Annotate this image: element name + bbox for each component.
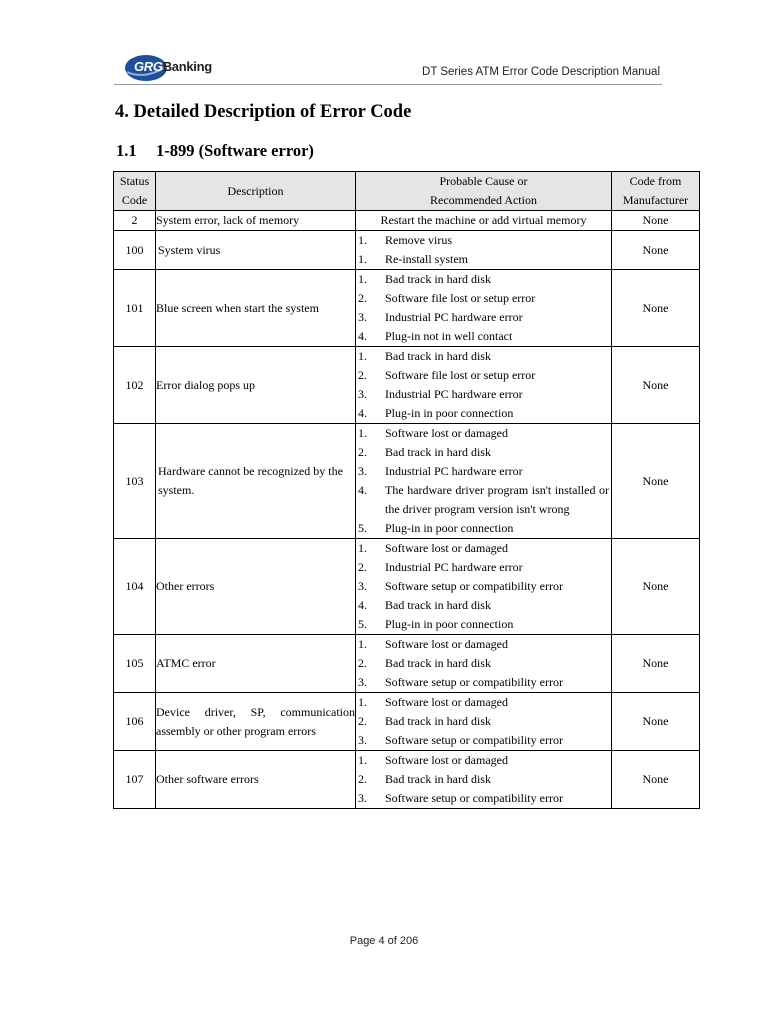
subsection-heading — [116, 141, 314, 161]
page-number: Page 4 of 206 — [349, 935, 419, 947]
action-item: 3. Industrial PC hardware error — [358, 387, 523, 401]
action-item: 1. Re-install system — [358, 252, 468, 266]
header-manufacturer-code — [612, 172, 700, 211]
action-item: 3. Industrial PC hardware error — [358, 464, 523, 478]
subsection-number: 1.1 — [116, 141, 137, 160]
action-item: 2. Bad track in hard disk — [358, 772, 491, 786]
action-list-cell — [356, 270, 612, 347]
status-code-cell: 2 — [114, 211, 156, 231]
action-item: 1. Software lost or damaged — [358, 753, 508, 767]
description-cell: Other errors — [156, 539, 356, 635]
action-list-cell — [356, 231, 612, 270]
action-item: 1. Software lost or damaged — [358, 541, 508, 555]
manufacturer-code-cell: None — [612, 270, 700, 347]
action-item: 1. Software lost or damaged — [358, 637, 508, 651]
table-row — [114, 539, 700, 635]
grg-banking-logo — [122, 53, 214, 83]
description-cell: Blue screen when start the system — [156, 270, 356, 347]
table-row — [114, 347, 700, 424]
action-item: 2. Bad track in hard disk — [358, 656, 491, 670]
table-row — [114, 424, 700, 539]
status-code-cell: 102 — [114, 347, 156, 424]
section-heading: 4. Detailed Description of Error Code — [115, 102, 412, 122]
status-code-cell: 106 — [114, 693, 156, 751]
error-code-table — [113, 171, 700, 809]
action-item: 1. Software lost or damaged — [358, 695, 508, 709]
status-code-cell: 100 — [114, 231, 156, 270]
action-item: 3. Software setup or compatibility error — [358, 579, 563, 593]
logo-banking-text: Banking — [162, 59, 212, 74]
header-divider — [114, 84, 662, 85]
table-row — [114, 270, 700, 347]
table-row — [114, 211, 700, 231]
manufacturer-code-cell: None — [612, 693, 700, 751]
description-cell: ATMC error — [156, 635, 356, 693]
subsection-title: 1-899 (Software error) — [156, 141, 314, 160]
document-title: DT Series ATM Error Code Description Manual — [422, 66, 660, 78]
status-code-cell: 104 — [114, 539, 156, 635]
table-header-row — [114, 172, 700, 211]
description-cell: System error, lack of memory — [156, 211, 356, 231]
action-list-cell — [356, 693, 612, 751]
description-cell: Error dialog pops up — [156, 347, 356, 424]
action-item: 5. Plug-in in poor connection — [358, 617, 514, 631]
header-probable-cause — [356, 172, 612, 211]
description-cell: Device driver, SP, communication assembly or other program errors — [156, 693, 356, 751]
action-item: 5. Plug-in in poor connection — [358, 521, 514, 535]
action-item: 3. Software setup or compatibility error — [358, 791, 563, 805]
manufacturer-code-cell: None — [612, 635, 700, 693]
action-item: 1. Software lost or damaged — [358, 426, 508, 440]
header-description: Description — [156, 172, 356, 211]
manufacturer-code-cell: None — [612, 424, 700, 539]
action-item: 4. Plug-in not in well contact — [358, 329, 513, 343]
table-row — [114, 751, 700, 809]
manufacturer-code-cell: None — [612, 751, 700, 809]
action-cell: Restart the machine or add virtual memory — [356, 211, 612, 231]
description-cell: Other software errors — [156, 751, 356, 809]
header-cause-line1: Probable Cause or — [439, 174, 528, 188]
action-item: 1. Remove virus — [358, 233, 452, 247]
action-item: 2. Bad track in hard disk — [358, 714, 491, 728]
header-mfr-line2: Manufacturer — [622, 193, 689, 207]
manufacturer-code-cell: None — [612, 347, 700, 424]
action-list-cell — [356, 347, 612, 424]
description-cell: System virus — [156, 231, 356, 270]
action-list-cell — [356, 424, 612, 539]
table-row — [114, 635, 700, 693]
action-item: 4. The hardware driver program isn't installed or the driver program version isn't wrong — [358, 483, 609, 516]
action-list-cell — [356, 539, 612, 635]
header-status-code — [114, 172, 156, 211]
header-cause-line2: Recommended Action — [430, 193, 537, 207]
description-cell: Hardware cannot be recognized by the system. — [156, 424, 356, 539]
header-status-line2: Code — [121, 193, 148, 207]
action-item: 2. Software file lost or setup error — [358, 291, 536, 305]
table-row — [114, 693, 700, 751]
action-item: 3. Software setup or compatibility error — [358, 675, 563, 689]
action-item: 4. Bad track in hard disk — [358, 598, 491, 612]
action-item: 3. Industrial PC hardware error — [358, 310, 523, 324]
manufacturer-code-cell: None — [612, 211, 700, 231]
action-list-cell — [356, 751, 612, 809]
table-row — [114, 231, 700, 270]
action-item: 3. Software setup or compatibility error — [358, 733, 563, 747]
status-code-cell: 105 — [114, 635, 156, 693]
header-status-line1: Status — [119, 174, 150, 188]
logo-grg-text: GRG — [134, 59, 163, 74]
action-item: 2. Software file lost or setup error — [358, 368, 536, 382]
action-item: 1. Bad track in hard disk — [358, 349, 491, 363]
header-mfr-line1: Code from — [629, 174, 682, 188]
action-item: 1. Bad track in hard disk — [358, 272, 491, 286]
status-code-cell: 101 — [114, 270, 156, 347]
action-list-cell — [356, 635, 612, 693]
action-item: 4. Plug-in in poor connection — [358, 406, 514, 420]
status-code-cell: 103 — [114, 424, 156, 539]
action-item: 2. Bad track in hard disk — [358, 445, 491, 459]
manufacturer-code-cell: None — [612, 231, 700, 270]
status-code-cell: 107 — [114, 751, 156, 809]
manufacturer-code-cell: None — [612, 539, 700, 635]
action-item: 2. Industrial PC hardware error — [358, 560, 523, 574]
